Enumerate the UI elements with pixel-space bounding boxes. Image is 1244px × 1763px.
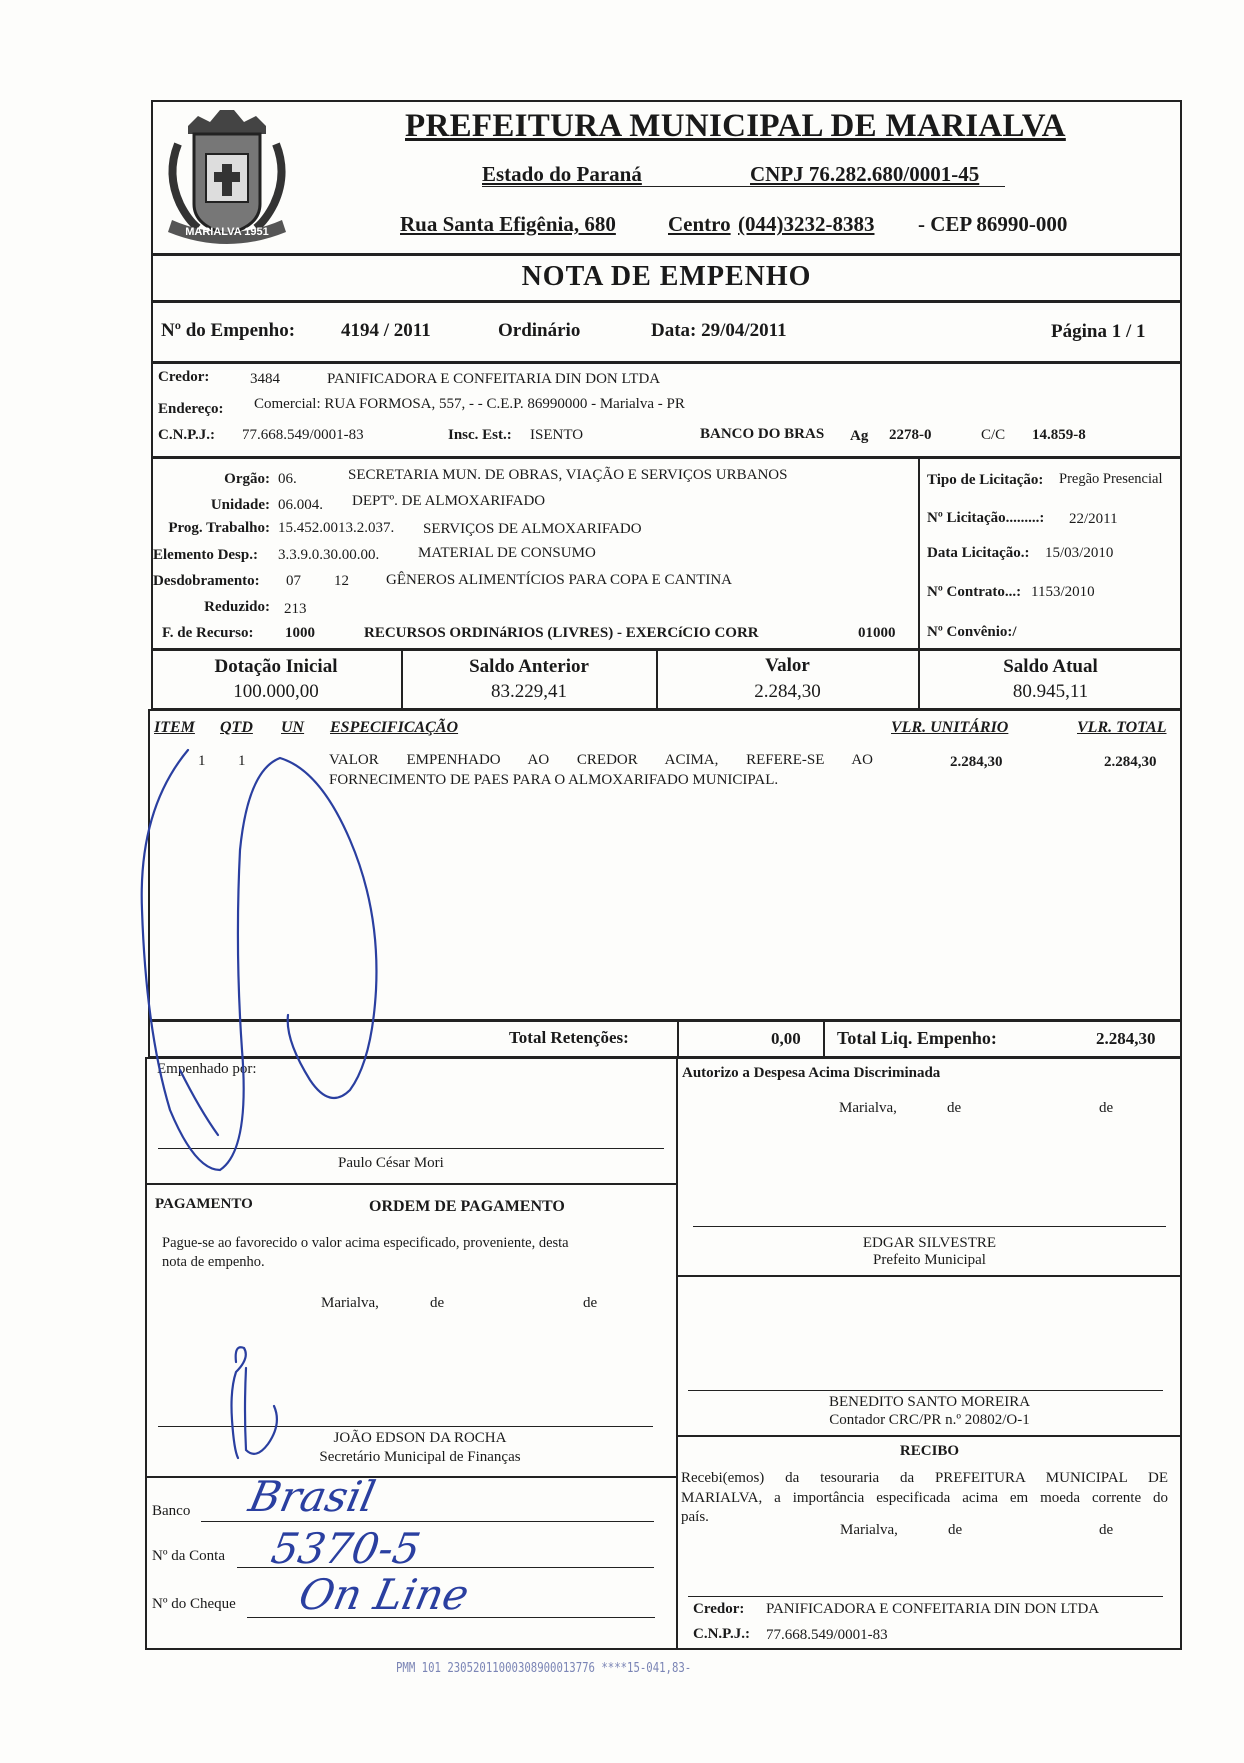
licitacao-data-label: Data Licitação.: (927, 545, 1030, 561)
empenhado-signature-icon (140, 730, 460, 1190)
liq-empenho-label: Total Liq. Empenho: (837, 1028, 997, 1048)
contador-bottom-rule (676, 1435, 1182, 1437)
recibo-signature-line (688, 1596, 1163, 1597)
desdobramento-label: Desdobramento: (153, 573, 260, 589)
reduzido-value: 213 (284, 601, 307, 617)
header-street: Rua Santa Efigênia, 680 (400, 212, 616, 236)
convenio-label: Nº Convênio:/ (927, 624, 1017, 640)
banco-field-line[interactable] (201, 1521, 654, 1522)
insc-value: ISENTO (530, 427, 584, 443)
orgao-code: 06. (278, 471, 297, 487)
cc-value: 14.859-8 (1032, 427, 1086, 443)
licitacao-num: 22/2011 (1069, 511, 1118, 527)
retencoes-label: Total Retenções: (509, 1028, 629, 1047)
elemento-name: MATERIAL DE CONSUMO (418, 545, 596, 561)
saldo-anterior-value: 83.229,41 (491, 681, 567, 702)
recibo-city: Marialva, (840, 1522, 898, 1538)
licitacao-data: 15/03/2010 (1045, 545, 1114, 561)
agencia-label: Ag (850, 428, 869, 444)
autorizo-label: Autorizo a Despesa Acima Discriminada (682, 1065, 941, 1081)
pagamento-text-2: nota de empenho. (162, 1254, 265, 1270)
reduzido-label: Reduzido: (204, 599, 270, 615)
prefeito-role: Prefeito Municipal (873, 1252, 986, 1268)
agencia-value: 2278-0 (889, 427, 932, 443)
saldo-atual-label: Saldo Atual (1003, 656, 1098, 677)
prog-name: SERVIÇOS DE ALMOXARIFADO (423, 521, 642, 537)
elemento-code: 3.3.9.0.30.00.00. (278, 547, 380, 563)
secretario-bottom-rule (145, 1476, 676, 1478)
header-cep: - CEP 86990-000 (918, 212, 1068, 236)
dotacao-value: 100.000,00 (233, 681, 319, 702)
contrato-value: 1153/2010 (1031, 584, 1095, 600)
doc-title: NOTA DE EMPENHO (521, 261, 812, 292)
credor-cnpj: 77.668.549/0001-83 (242, 427, 364, 443)
header-state: Estado do Paraná (482, 162, 642, 186)
col-item: ITEM (154, 719, 195, 736)
ordem-pagamento-label: ORDEM DE PAGAMENTO (369, 1198, 565, 1215)
row-item: 1 (198, 753, 206, 769)
col-unit-value: VLR. UNITÁRIO (891, 719, 1009, 736)
desdobramento-a: 07 (286, 573, 301, 589)
banco-handwritten: Brasil (244, 1472, 380, 1521)
row-qtd: 1 (238, 753, 246, 769)
row-total-value: 2.284,30 (1104, 754, 1157, 770)
col-total-value: VLR. TOTAL (1077, 719, 1167, 736)
pagamento-city: Marialva, (321, 1295, 379, 1311)
prog-code: 15.452.0013.2.037. (278, 520, 395, 536)
valor-value: 2.284,30 (754, 681, 821, 702)
conta-label: Nº da Conta (152, 1548, 225, 1564)
contador-name: BENEDITO SANTO MOREIRA (828, 1394, 1031, 1410)
recibo-text-1: Recebi(emos) da tesouraria da PREFEITURA MUNICIPAL DE (681, 1470, 1168, 1486)
endereco-label: Endereço: (158, 401, 224, 417)
secretario-name: JOÃO EDSON DA ROCHA (333, 1430, 507, 1446)
licitacao-num-label: Nº Licitação.........: (927, 510, 1045, 526)
recibo-text-2: MARIALVA, a importância especificada acima em moeda corrente do (681, 1490, 1168, 1506)
recibo-text-3: país. (681, 1509, 709, 1525)
recibo-credor-label: Credor: (693, 1601, 745, 1617)
unidade-name: DEPTº. DE ALMOXARIFADO (352, 493, 546, 509)
desdobramento-b: 12 (334, 573, 349, 589)
pagamento-text-1: Pague-se ao favorecido o valor acima especificado, proveniente, desta (162, 1235, 569, 1251)
prog-label: Prog. Trabalho: (168, 520, 270, 536)
autorizo-de1: de (947, 1100, 962, 1116)
liq-empenho-value: 2.284,30 (1096, 1029, 1156, 1048)
licitacao-tipo: Pregão Presencial (1059, 471, 1163, 487)
header-rule (482, 186, 1005, 187)
recurso-num: 01000 (858, 625, 896, 641)
recurso-name: RECURSOS ORDINáRIOS (LIVRES) - EXERCíCIO CORR (364, 625, 759, 641)
contador-role: Contador CRC/PR n.º 20802/O-1 (829, 1412, 1030, 1428)
empenho-number-label: Nº do Empenho: (161, 320, 296, 341)
recibo-de1: de (948, 1522, 963, 1538)
valor-label: Valor (765, 655, 810, 676)
saldo-atual-value: 80.945,11 (1012, 681, 1089, 702)
header-district: Centro (668, 212, 731, 236)
footer-code: PMM 101 23052011000308900013776 ****15-041,83- (396, 1661, 692, 1676)
orgao-label: Orgão: (224, 471, 270, 487)
cc-label: C/C (981, 427, 1006, 443)
cheque-label: Nº do Cheque (152, 1596, 236, 1612)
credor-code: 3484 (250, 371, 280, 387)
contador-signature-line (688, 1390, 1163, 1391)
svg-text:MARIALVA 1951: MARIALVA 1951 (185, 226, 269, 238)
autorizo-city: Marialva, (839, 1100, 897, 1116)
credor-bank: BANCO DO BRAS (700, 426, 825, 442)
prefeitura-title: PREFEITURA MUNICIPAL DE MARIALVA (405, 108, 1066, 144)
desdobramento-name: GÊNEROS ALIMENTÍCIOS PARA COPA E CANTINA (386, 572, 733, 588)
contrato-label: Nº Contrato...: (927, 584, 1022, 600)
row-spec-line2: FORNECIMENTO DE PAES PARA O ALMOXARIFADO MUNICIPAL. (329, 772, 779, 788)
conta-handwritten: 5370-5 (267, 1524, 425, 1573)
licitacao-tipo-label: Tipo de Licitação: (927, 472, 1044, 488)
credor-label: Credor: (158, 369, 210, 385)
pagamento-de2: de (583, 1295, 598, 1311)
empenhado-label: Empenhado por: (157, 1061, 257, 1077)
pagamento-de1: de (430, 1295, 445, 1311)
lower-vertical-divider (676, 1057, 678, 1650)
municipal-crest-icon (158, 104, 296, 250)
credor-address: Comercial: RUA FORMOSA, 557, - - C.E.P. 86990000 - Marialva - PR (254, 396, 685, 412)
recurso-code: 1000 (285, 625, 315, 641)
unidade-code: 06.004. (278, 497, 323, 513)
banco-label: Banco (152, 1503, 191, 1519)
cheque-handwritten: On Line (294, 1570, 474, 1619)
row-unit-value: 2.284,30 (950, 754, 1003, 770)
empenhado-signer: Paulo César Mori (338, 1155, 444, 1171)
credor-name: PANIFICADORA E CONFEITARIA DIN DON LTDA (327, 371, 661, 387)
prefeito-name: EDGAR SILVESTRE (862, 1235, 997, 1251)
orgao-name: SECRETARIA MUN. DE OBRAS, VIAÇÃO E SERVIÇOS URBANOS (348, 467, 788, 483)
recibo-cnpj: 77.668.549/0001-83 (766, 1627, 888, 1643)
secretario-signature-icon (210, 1340, 300, 1470)
secretario-role: Secretário Municipal de Finanças (319, 1449, 521, 1465)
col-spec: ESPECIFICAÇÃO (330, 719, 459, 736)
retencoes-value: 0,00 (771, 1029, 801, 1048)
empenho-type: Ordinário (498, 320, 581, 341)
autorizo-de2: de (1099, 1100, 1114, 1116)
recurso-label: F. de Recurso: (162, 625, 254, 641)
empenho-page: Página 1 / 1 (1051, 321, 1146, 342)
empenho-number: 4194 / 2011 (341, 320, 431, 341)
totals-divider-1 (677, 1020, 679, 1058)
recibo-de2: de (1099, 1522, 1114, 1538)
recibo-cnpj-label: C.N.P.J.: (693, 1626, 750, 1642)
col-qtd: QTD (220, 719, 253, 736)
totals-divider-2 (823, 1020, 825, 1058)
unidade-label: Unidade: (210, 497, 270, 513)
empenho-date: Data: 29/04/2011 (651, 320, 787, 341)
elemento-label: Elemento Desp.: (153, 547, 258, 563)
saldo-anterior-label: Saldo Anterior (469, 656, 589, 677)
recibo-credor-name: PANIFICADORA E CONFEITARIA DIN DON LTDA (766, 1601, 1100, 1617)
dotacao-label: Dotação Inicial (214, 656, 338, 677)
budget-divider (918, 457, 920, 650)
recibo-label: RECIBO (899, 1443, 960, 1459)
row-spec-line1: VALOR EMPENHADO AO CREDOR ACIMA, REFERE-SE AO (329, 752, 873, 768)
insc-label: Insc. Est.: (448, 427, 512, 443)
prefeito-signature-line (693, 1226, 1166, 1227)
header-phone: (044)3232-8383 (738, 212, 875, 236)
pagamento-label: PAGAMENTO (155, 1196, 253, 1212)
credor-cnpj-label: C.N.P.J.: (158, 427, 215, 443)
col-un: UN (281, 719, 305, 736)
prefeito-bottom-rule (676, 1275, 1182, 1277)
header-cnpj: CNPJ 76.282.680/0001-45 (750, 162, 980, 186)
